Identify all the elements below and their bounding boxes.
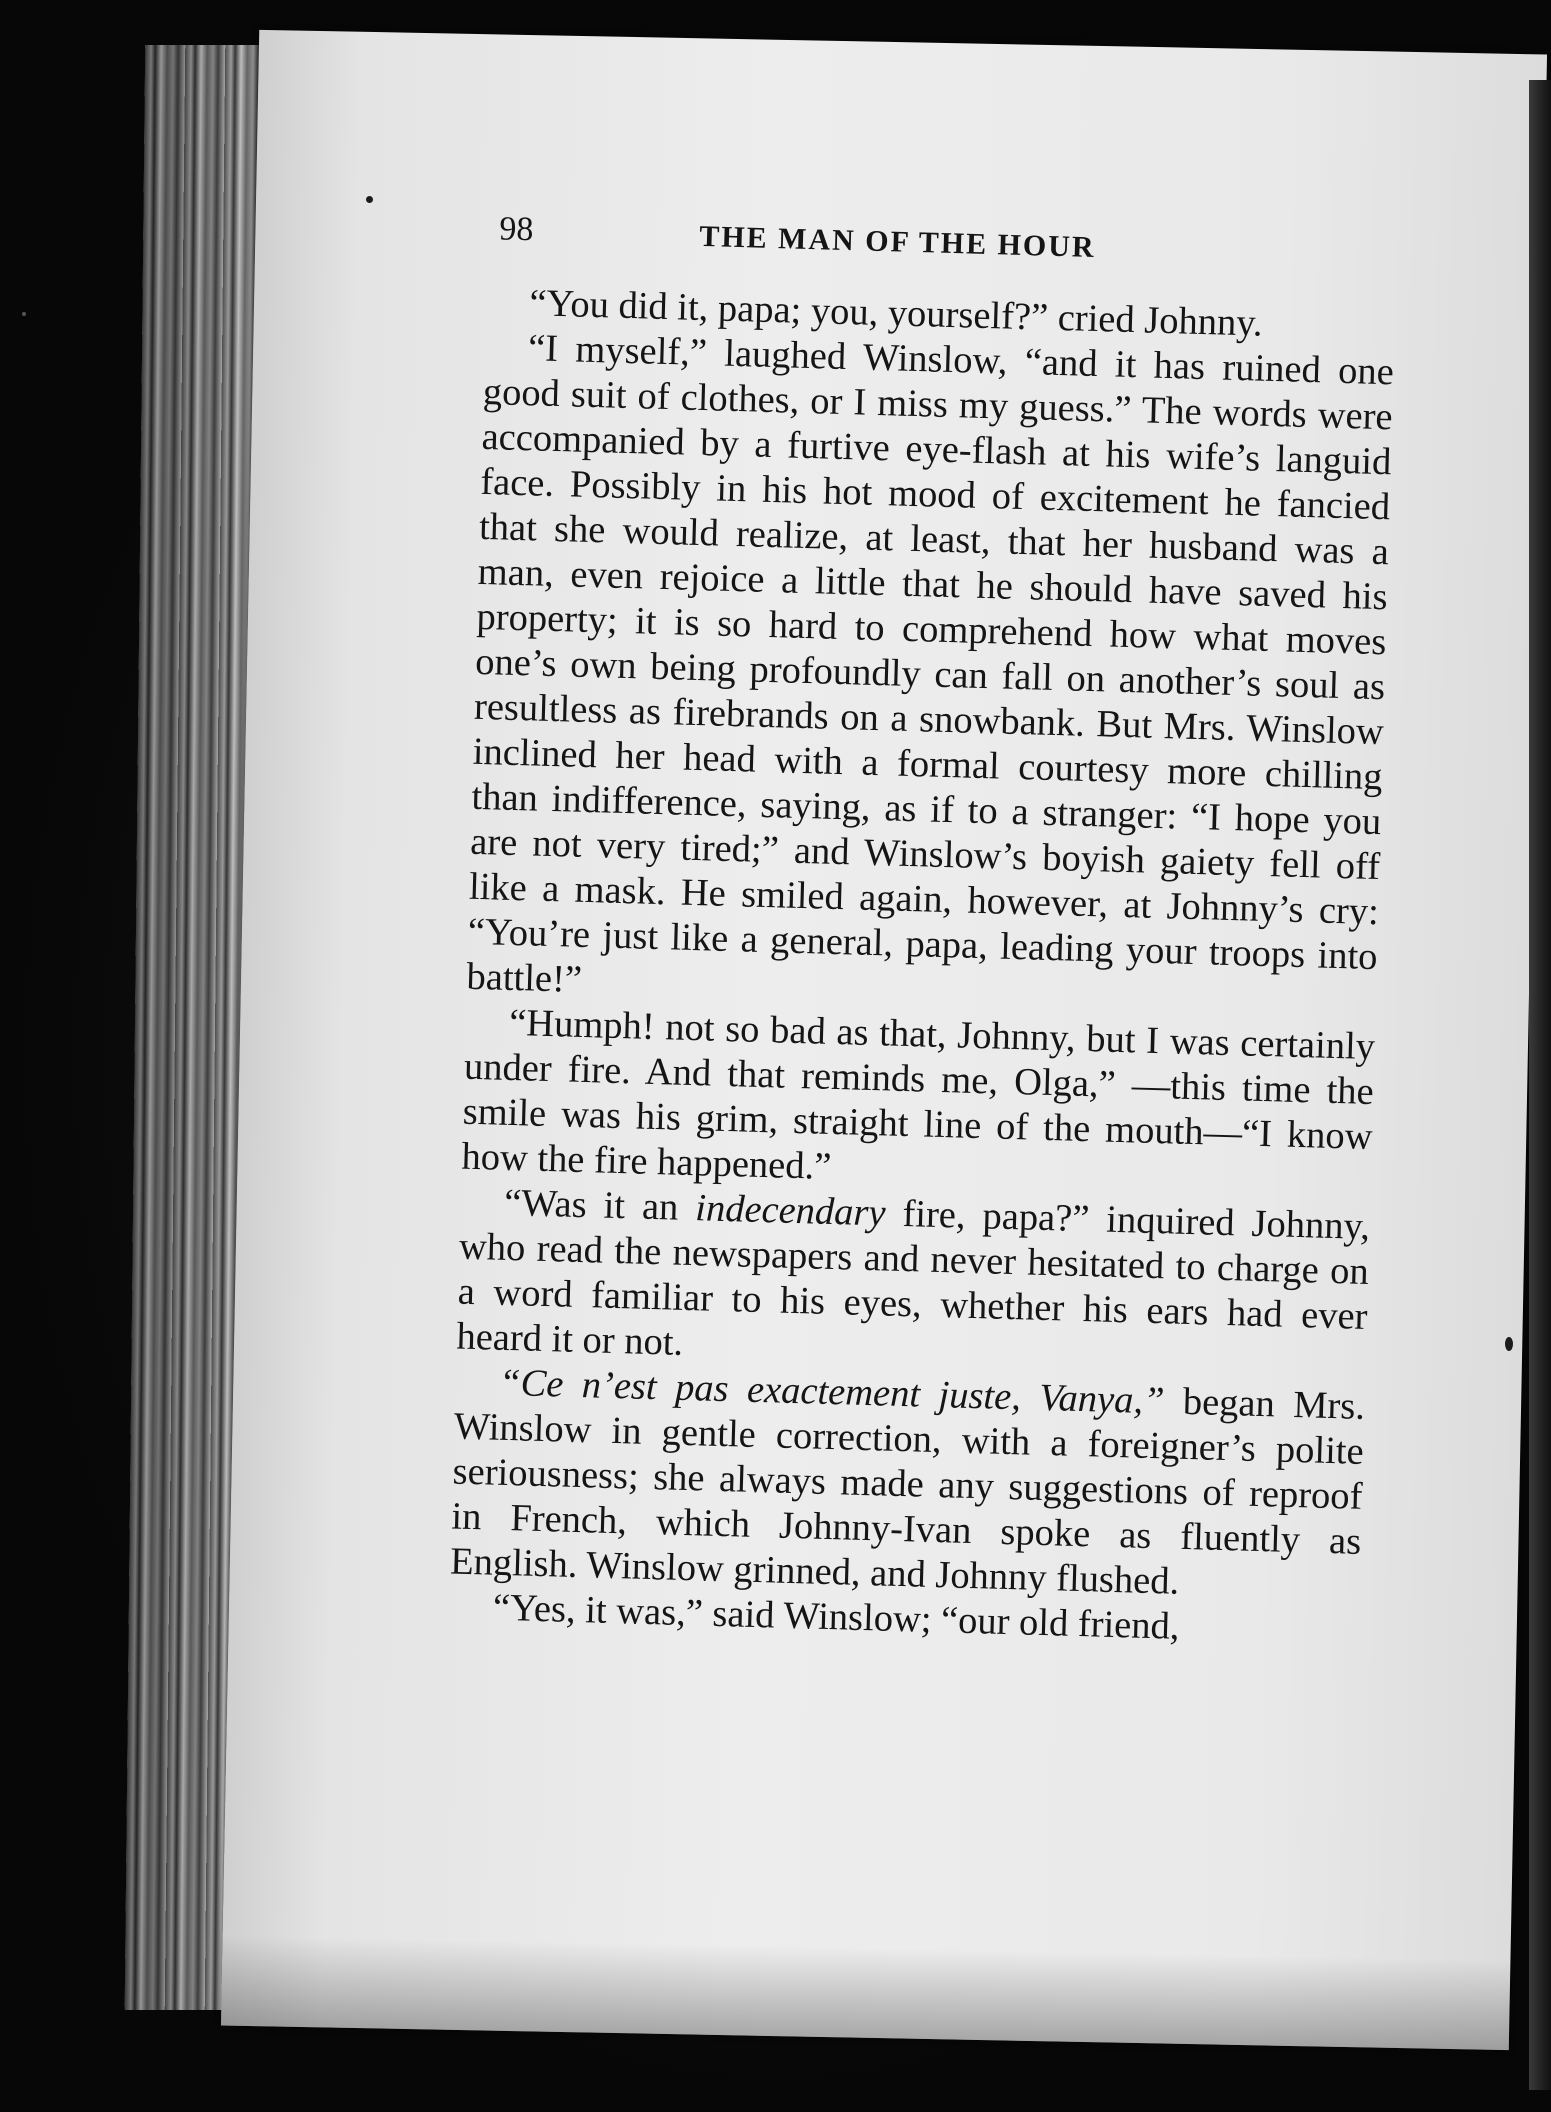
running-title: THE MAN OF THE HOUR: [698, 219, 1097, 264]
paragraph-text: began Mrs. Winslow in gentle correction, with a foreigner’s polite seriousness; she always made any suggestions of reproof in French, which Johnny-Ivan spoke as fluently as English. Winslow grinned, and Johnny flushed.: [449, 1380, 1366, 1603]
italic-word: indecendary: [694, 1187, 887, 1235]
paragraph: “Humph! not so bad as that, Johnny, but I was certainly under fire. And that reminds me, Olga,” —this time the smile was his grim, straight line of the mouth—“I know how the fire happened.”: [460, 1001, 1376, 1188]
scan-speck: [1505, 1337, 1513, 1351]
paragraph: “You did it, papa; you, yourself?” cried Johnny.: [528, 282, 1264, 345]
paragraph-text: “Was it an: [503, 1181, 696, 1230]
facing-page-edge: [1529, 80, 1551, 2090]
paragraph-text: fire, papa?” inquired Johnny, who read the newspapers and never hesitated to charge on a word familiar to his eyes, whether his ears had ever heard it or not.: [455, 1192, 1371, 1364]
paragraph: [456, 1180, 1371, 1385]
page-number: 98: [498, 210, 534, 249]
scan-speck: [366, 196, 373, 203]
italic-french-quote: “Ce n’est pas exactement juste, Vanya,”: [498, 1361, 1166, 1423]
page-text-block: [448, 210, 1397, 1655]
paragraph: [450, 1360, 1366, 1610]
scan-speck: [22, 312, 26, 316]
paragraph: “Yes, it was,” said Winslow; “our old friend,: [492, 1586, 1181, 1648]
paragraph: “I myself,” laughed Winslow, “and it has ruined one good suit of clothes, or I miss my guess.” The words were accompanied by a furtive eye-flash at his wife’s languid face. Possibly in his hot mood of excitement he fancied that she would realize, at least, that her husband was a man, even rejoice a little that he should have saved his property; it is so hard to comprehend how what moves one’s own being profoundly can fall on another’s soul as resultless as firebrands on a snowbank. But Mrs. Winslow inclined her head with a formal courtesy more chilling than indifference, saying, as if to a stranger: “I hope you are not very tired;” and Winslow’s boyish gaiety fell off like a mask. He smiled again, however, at Johnny’s cry: “You’re just like a general, papa, leading your troops into battle!”: [465, 327, 1395, 1001]
